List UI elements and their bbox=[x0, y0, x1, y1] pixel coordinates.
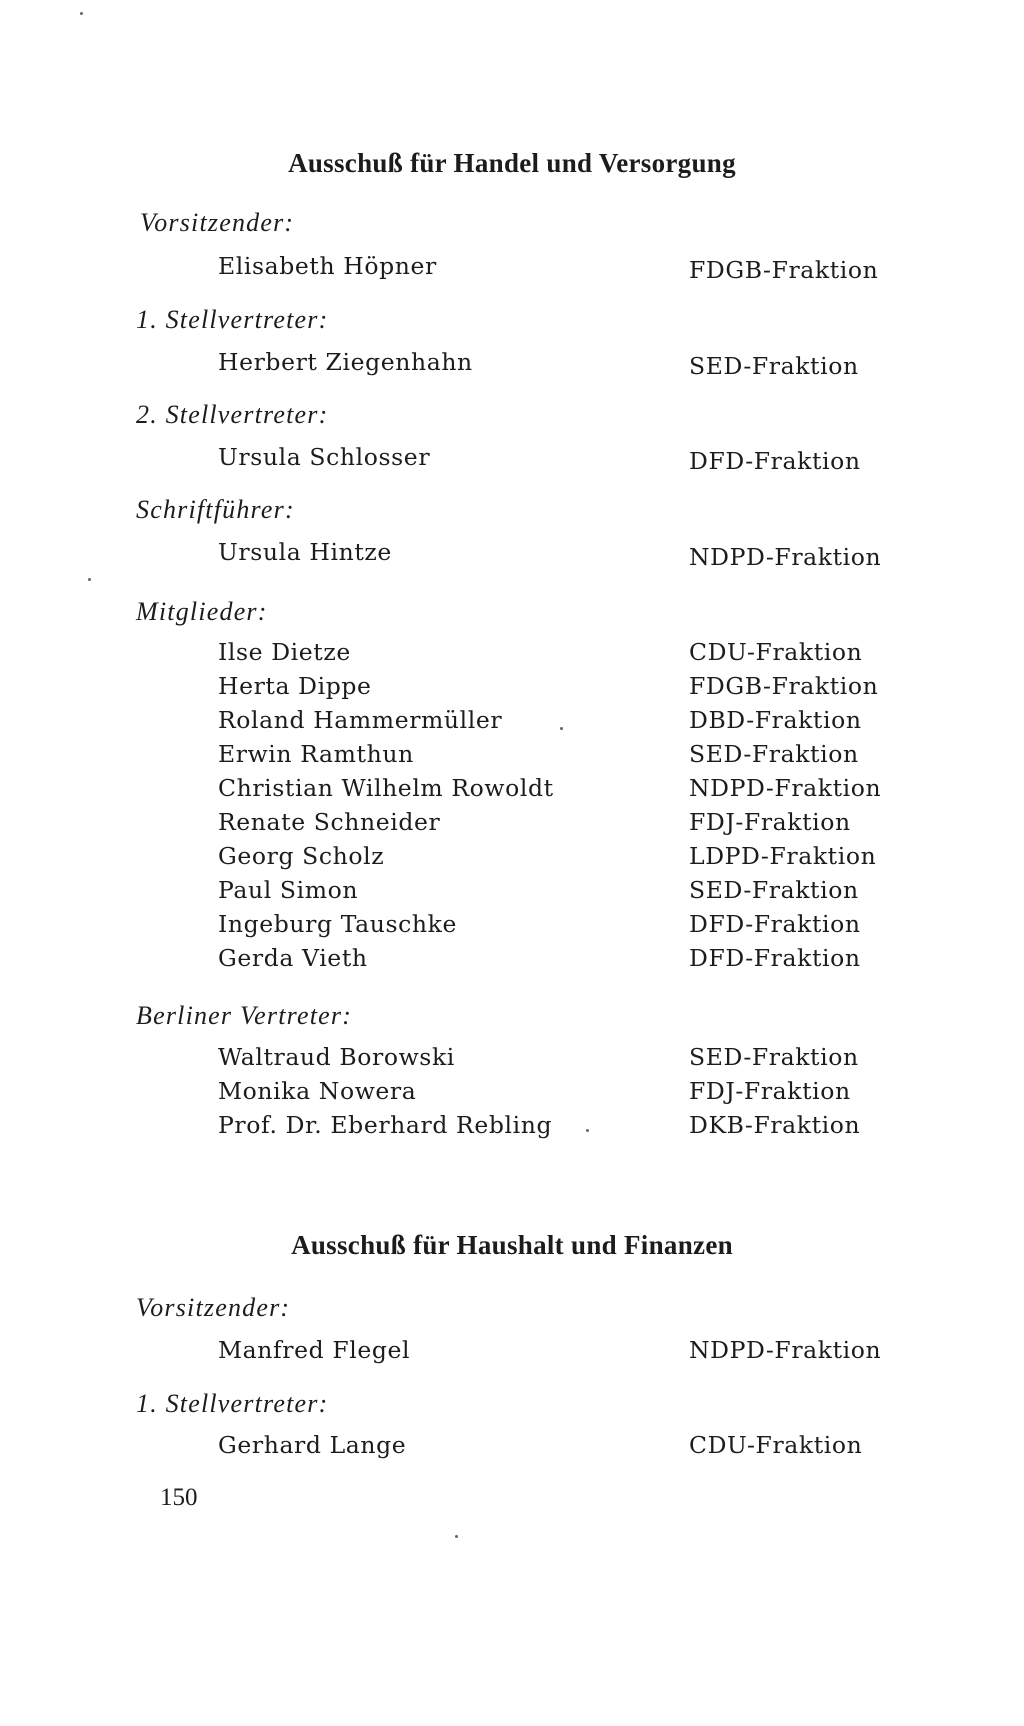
role-label-chair: Vorsitzender: bbox=[136, 1293, 291, 1322]
committee-title: Ausschuß für Haushalt und Finanzen bbox=[291, 1230, 733, 1260]
member-name: Herbert Ziegenhahn bbox=[218, 348, 473, 376]
scan-speck bbox=[560, 727, 563, 730]
member-fraction: NDPD-Fraktion bbox=[689, 774, 882, 802]
scan-speck bbox=[80, 12, 83, 15]
member-name: Ingeburg Tauschke bbox=[218, 910, 457, 938]
member-fraction: CDU-Fraktion bbox=[689, 1431, 863, 1459]
member-fraction: LDPD-Fraktion bbox=[689, 842, 877, 870]
scan-speck bbox=[586, 1129, 589, 1132]
member-name: Erwin Ramthun bbox=[218, 740, 414, 768]
role-label-deputy2: 2. Stellvertreter: bbox=[136, 400, 329, 429]
scan-speck bbox=[88, 578, 91, 581]
member-name: Paul Simon bbox=[218, 876, 359, 904]
member-name: Ursula Schlosser bbox=[218, 443, 431, 471]
role-label-berlin: Berliner Vertreter: bbox=[136, 1001, 353, 1030]
member-name: Monika Nowera bbox=[218, 1077, 417, 1105]
member-fraction: NDPD-Fraktion bbox=[689, 543, 882, 571]
role-label-secretary: Schriftführer: bbox=[136, 495, 295, 524]
member-name: Roland Hammermüller bbox=[218, 706, 503, 734]
member-name: Gerda Vieth bbox=[218, 944, 368, 972]
member-name: Prof. Dr. Eberhard Rebling bbox=[218, 1111, 553, 1139]
member-name: Ursula Hintze bbox=[218, 538, 392, 566]
member-fraction: DFD-Fraktion bbox=[689, 944, 861, 972]
member-fraction: DKB-Fraktion bbox=[689, 1111, 861, 1139]
member-fraction: SED-Fraktion bbox=[689, 740, 859, 768]
committee-title: Ausschuß für Handel und Versorgung bbox=[288, 148, 736, 178]
member-fraction: DFD-Fraktion bbox=[689, 447, 861, 475]
member-fraction: SED-Fraktion bbox=[689, 876, 859, 904]
member-fraction: CDU-Fraktion bbox=[689, 638, 863, 666]
member-name: Manfred Flegel bbox=[218, 1336, 411, 1364]
role-label-chair: Vorsitzender: bbox=[140, 208, 295, 237]
role-label-members: Mitglieder: bbox=[136, 597, 268, 626]
member-name: Ilse Dietze bbox=[218, 638, 351, 666]
member-name: Herta Dippe bbox=[218, 672, 372, 700]
member-name: Georg Scholz bbox=[218, 842, 385, 870]
member-name: Renate Schneider bbox=[218, 808, 441, 836]
member-name: Waltraud Borowski bbox=[218, 1043, 455, 1071]
member-fraction: SED-Fraktion bbox=[689, 352, 859, 380]
member-fraction: FDJ-Fraktion bbox=[689, 1077, 851, 1105]
member-fraction: FDGB-Fraktion bbox=[689, 256, 879, 284]
scan-speck bbox=[455, 1535, 458, 1538]
role-label-deputy1: 1. Stellvertreter: bbox=[136, 1389, 329, 1418]
page-number: 150 bbox=[160, 1484, 198, 1511]
member-fraction: SED-Fraktion bbox=[689, 1043, 859, 1071]
member-fraction: NDPD-Fraktion bbox=[689, 1336, 882, 1364]
member-fraction: DFD-Fraktion bbox=[689, 910, 861, 938]
member-fraction: DBD-Fraktion bbox=[689, 706, 862, 734]
member-fraction: FDJ-Fraktion bbox=[689, 808, 851, 836]
member-name: Christian Wilhelm Rowoldt bbox=[218, 774, 554, 802]
role-label-deputy1: 1. Stellvertreter: bbox=[136, 305, 329, 334]
member-fraction: FDGB-Fraktion bbox=[689, 672, 879, 700]
member-name: Gerhard Lange bbox=[218, 1431, 407, 1459]
member-name: Elisabeth Höpner bbox=[218, 252, 437, 280]
